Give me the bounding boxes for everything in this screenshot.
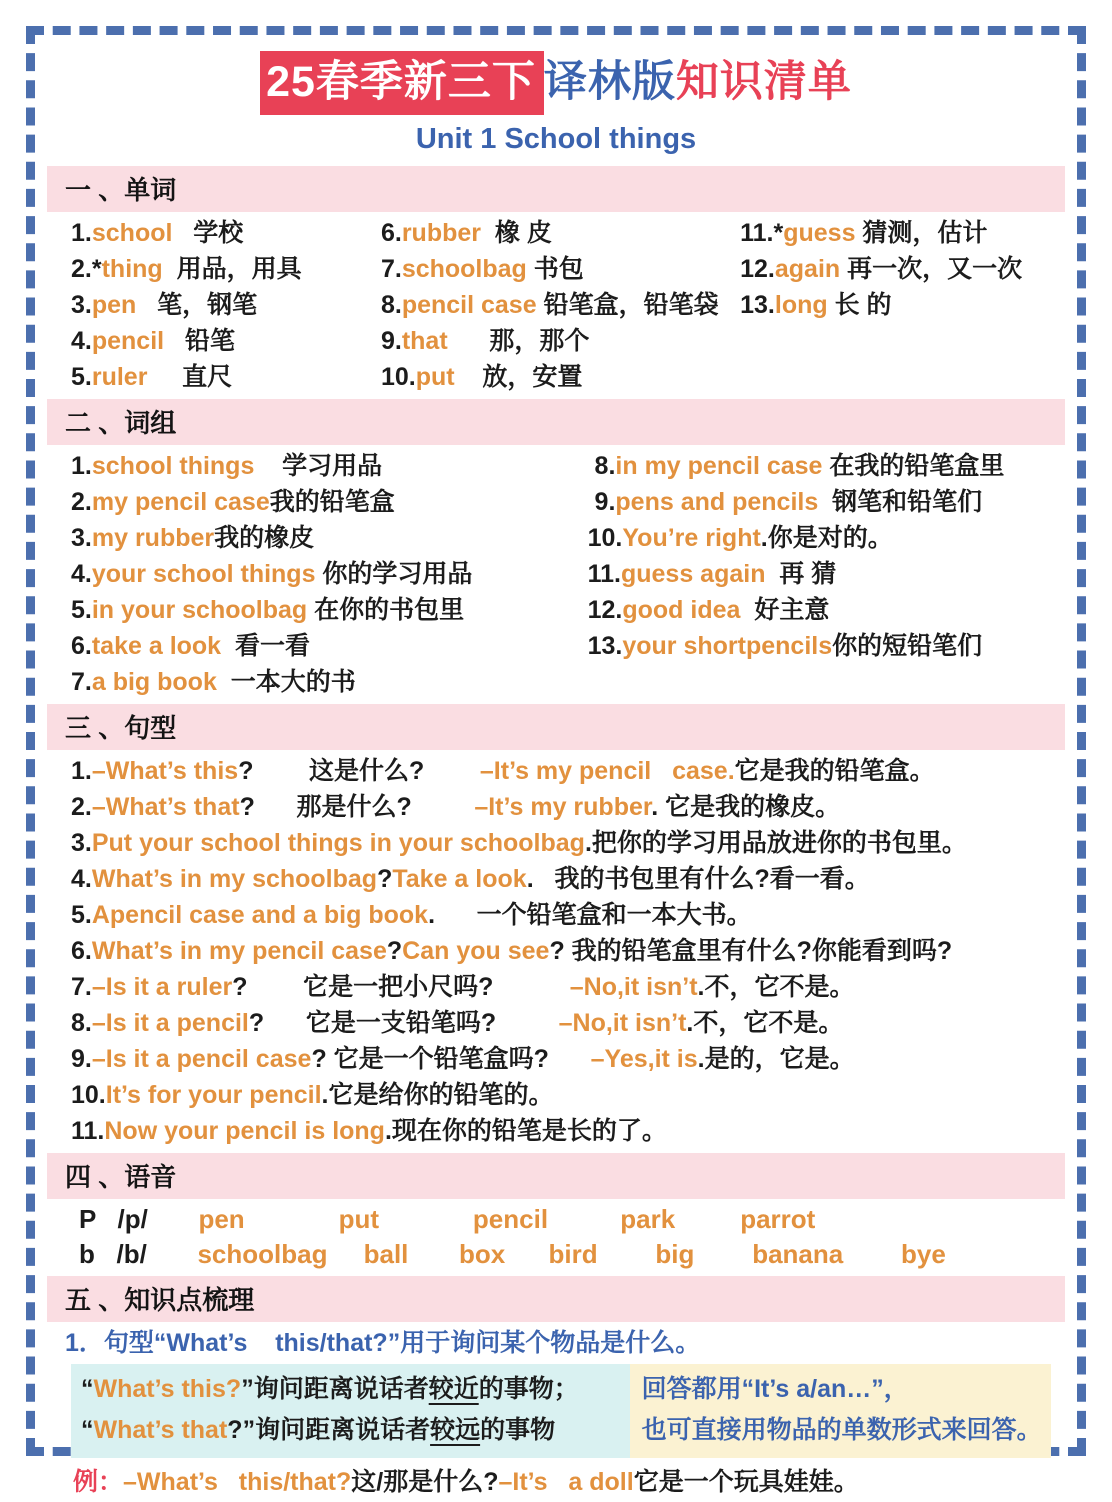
text-segment: ”询问距离说话者	[241, 1375, 429, 1403]
text-segment: Can you see	[402, 937, 550, 965]
phrase-item	[588, 484, 1055, 520]
phrase-item	[588, 664, 1055, 700]
worksheet-page	[26, 26, 1086, 1496]
text-segment: .是的，它是。	[697, 1045, 855, 1073]
text-segment: 它是一个玩具娃娃。	[633, 1468, 859, 1496]
text-segment: thing	[101, 255, 163, 283]
text-segment: 放，安置	[454, 363, 583, 391]
text-segment: .现在你的铅笔是长的了。	[384, 1117, 667, 1145]
text-segment: –Is it a ruler	[91, 973, 233, 1001]
word-item	[71, 287, 381, 323]
text-segment: school things	[91, 452, 255, 480]
text-segment: 8.	[380, 291, 402, 319]
text-segment: pen	[91, 291, 137, 319]
text-segment: –What’s this	[91, 757, 239, 785]
text-segment: 这是什么?	[253, 757, 425, 785]
title-suffix: 知识清单	[675, 58, 852, 106]
text-segment: 10.	[380, 363, 416, 391]
text-segment: ? 它是一个铅笔盒吗?	[311, 1045, 549, 1073]
text-segment: Take a look	[392, 865, 527, 893]
text-segment: 猜测，估计	[855, 219, 988, 247]
text-segment: . 一个铅笔盒和一本大书。	[428, 901, 752, 929]
text-segment: 1.	[71, 757, 92, 785]
text-segment: What’s this?	[93, 1375, 242, 1403]
text-segment: 13.	[740, 291, 775, 319]
text-segment: . 它是我的橡皮。	[651, 793, 841, 821]
text-segment: .你是对的。	[760, 524, 893, 552]
text-segment: 9.	[587, 488, 616, 516]
text-segment	[147, 1239, 198, 1269]
phrase-item	[71, 628, 588, 664]
text-segment: schoolbag ball box bird big banana bye	[197, 1239, 946, 1269]
text-segment: 好主意	[740, 596, 830, 624]
text-segment: 2.*	[71, 255, 102, 283]
text-segment: pen put pencil park parrot	[198, 1204, 816, 1234]
text-segment: You’re right	[622, 524, 761, 552]
text-segment: pens and pencils	[615, 488, 819, 516]
phrase-item	[588, 556, 1055, 592]
text-segment: guess	[783, 219, 856, 247]
text-segment: 你的学习用品	[315, 560, 473, 588]
text-segment: 橡 皮	[481, 219, 552, 247]
text-segment: 直尺	[147, 363, 233, 391]
text-segment: b	[79, 1239, 95, 1269]
text-segment: in your schoolbag	[91, 596, 308, 624]
knowledge-note-row	[71, 1364, 1051, 1458]
word-item	[381, 251, 740, 287]
text-segment: 我的铅笔盒	[269, 488, 395, 516]
text-segment: ?	[386, 937, 403, 965]
text-segment: 一本大的书	[216, 668, 356, 696]
text-segment: It’s for your pencil	[105, 1081, 322, 1109]
text-segment: Now your pencil is long	[104, 1117, 385, 1145]
text-segment: –It’s a doll	[498, 1468, 634, 1496]
text-segment: –It’s my rubber	[474, 793, 652, 821]
sentence-line	[57, 1041, 1055, 1077]
phrase-item	[588, 520, 1055, 556]
text-segment: 学校	[172, 219, 244, 247]
text-segment: ?”询问距离说话者	[227, 1416, 431, 1444]
text-segment: 书包	[526, 255, 584, 283]
word-item	[740, 215, 1055, 251]
text-segment: 10.	[71, 1081, 106, 1109]
text-segment	[496, 1009, 559, 1037]
title-edition: 译林版	[543, 58, 676, 106]
text-segment: 10.	[587, 524, 623, 552]
word-item	[71, 323, 381, 359]
text-segment: –Is it a pencil	[91, 1009, 249, 1037]
word-item	[71, 215, 381, 251]
sentence-line	[57, 933, 1055, 969]
text-segment: 6.	[380, 219, 402, 247]
text-segment: What’s that	[93, 1416, 228, 1444]
text-segment: –No,it isn’t	[569, 973, 698, 1001]
text-segment: 11.	[71, 1117, 105, 1145]
phonics-line	[57, 1237, 1055, 1272]
phrase-item	[71, 592, 588, 628]
text-segment: 3.	[71, 291, 92, 319]
word-item	[71, 251, 381, 287]
text-segment: /p/	[95, 1204, 148, 1234]
text-segment: ? 我的铅笔盒里有什么?你能看到吗?	[549, 937, 953, 965]
text-segment: 2.	[71, 488, 92, 516]
text-segment: 4.	[71, 327, 92, 355]
phonics-list	[57, 1202, 1055, 1272]
text-segment: 的事物	[480, 1416, 556, 1444]
text-segment: again	[774, 255, 841, 283]
text-segment: 看一看	[221, 632, 310, 660]
text-segment: that	[401, 327, 448, 355]
text-segment: 6.	[71, 937, 92, 965]
page-title	[57, 51, 1055, 115]
text-segment: your shortpencils	[622, 632, 833, 660]
word-item	[740, 251, 1055, 287]
text-segment: 3.	[71, 524, 92, 552]
text-segment: 7.	[71, 668, 92, 696]
text-segment: P	[79, 1204, 96, 1234]
text-segment: 那是什么?	[254, 793, 412, 821]
text-segment: .它是给你的铅笔的。	[321, 1081, 554, 1109]
text-segment: “	[81, 1416, 94, 1444]
note-box-near-far	[71, 1364, 630, 1458]
text-segment: ?	[239, 793, 255, 821]
text-segment: 长 的	[827, 291, 892, 319]
sentence-line	[57, 825, 1055, 861]
text-segment: 用品，用具	[162, 255, 302, 283]
text-segment: rubber	[401, 219, 481, 247]
text-segment: –Is it a pencil case	[91, 1045, 312, 1073]
sentence-line	[57, 1077, 1055, 1113]
text-segment: 12.	[587, 596, 623, 624]
text-segment: ?	[238, 757, 254, 785]
text-segment: 这/那是什么?	[351, 1468, 499, 1496]
section-header-phrases: 二 、词组	[47, 399, 1065, 445]
sentence-line	[57, 897, 1055, 933]
text-segment: 1．句型“What’s this/that?”用于询问某个物品是什么。	[65, 1329, 701, 1357]
text-segment: ?	[248, 1009, 265, 1037]
note-line	[81, 1369, 622, 1410]
text-segment: 9.	[71, 1045, 92, 1073]
text-segment: 7.	[71, 973, 92, 1001]
text-segment: 在我的铅笔盒里	[822, 452, 1005, 480]
text-segment: 7.	[380, 255, 402, 283]
text-segment: .把你的学习用品放进你的书包里。	[584, 829, 967, 857]
text-segment: 1.	[71, 452, 92, 480]
text-segment: 4.	[71, 865, 92, 893]
section-header-phonics: 四 、语音	[47, 1153, 1065, 1199]
text-segment: 它是一把小尺吗?	[247, 973, 494, 1001]
title-badge: 25春季新三下	[260, 51, 544, 115]
text-segment: 11.*	[740, 219, 784, 247]
note-line	[642, 1369, 1043, 1410]
note-line	[642, 1410, 1043, 1451]
text-segment: ?	[377, 865, 393, 893]
text-segment: 铅笔	[164, 327, 235, 355]
text-segment: .不，它不是。	[686, 1009, 844, 1037]
word-item	[740, 359, 1055, 395]
text-segment: 8.	[587, 452, 616, 480]
phrases-list	[57, 448, 1055, 700]
text-segment: 再 猜	[765, 560, 837, 588]
text-segment: –It’s my pencil case.	[479, 757, 735, 785]
text-segment: –No,it isn’t	[558, 1009, 687, 1037]
text-segment: /b/	[94, 1239, 147, 1269]
text-segment: 学习用品	[254, 452, 383, 480]
text-segment: 例：	[73, 1468, 124, 1496]
text-segment: 较近	[428, 1375, 479, 1403]
text-segment: 钢笔和铅笔们	[818, 488, 983, 516]
phonics-line	[57, 1202, 1055, 1237]
word-item	[381, 215, 740, 251]
word-item	[71, 359, 381, 395]
text-segment: Put your school things in your schoolbag	[91, 829, 585, 857]
section-header-sentences: 三 、句型	[47, 704, 1065, 750]
text-segment: What’s in my pencil case	[91, 937, 387, 965]
text-segment: 铅笔盒，铅笔袋	[536, 291, 719, 319]
text-segment: .不，它不是。	[697, 973, 855, 1001]
text-segment: 6.	[71, 632, 92, 660]
sentences-list	[57, 753, 1055, 1149]
phrase-item	[71, 556, 588, 592]
sentence-line	[57, 753, 1055, 789]
text-segment: put	[415, 363, 455, 391]
text-segment: pencil case	[401, 291, 537, 319]
phrase-item	[71, 664, 588, 700]
section-header-words: 一 、单词	[47, 166, 1065, 212]
text-segment: 在你的书包里	[307, 596, 465, 624]
text-segment: 11.	[587, 560, 621, 588]
words-list	[57, 215, 1055, 395]
text-segment: ?	[232, 973, 248, 1001]
unit-subtitle: Unit 1 School things	[415, 123, 697, 155]
sentence-line	[57, 1113, 1055, 1149]
text-segment: 你的短铅笔们	[832, 632, 983, 660]
text-segment: 5.	[71, 901, 92, 929]
text-segment: 回答都用“It’s a/an…”，	[641, 1375, 909, 1403]
sentence-line	[57, 1005, 1055, 1041]
text-segment: Apencil case and a big book	[91, 901, 429, 929]
text-segment: in my pencil case	[615, 452, 823, 480]
text-segment: a big book	[91, 668, 217, 696]
text-segment: 再一次，又一次	[840, 255, 1023, 283]
word-item	[740, 323, 1055, 359]
phrase-item	[71, 484, 588, 520]
text-segment	[549, 1045, 591, 1073]
knowledge-intro	[57, 1325, 1055, 1362]
text-segment: 它是一支铅笔吗?	[264, 1009, 497, 1037]
text-segment: 12.	[740, 255, 775, 283]
text-segment: 13.	[587, 632, 623, 660]
word-item	[381, 323, 740, 359]
text-segment: my pencil case	[91, 488, 270, 516]
text-segment: good idea	[622, 596, 741, 624]
text-segment: my rubber	[91, 524, 215, 552]
word-item	[740, 287, 1055, 323]
text-segment: 那，那个	[447, 327, 590, 355]
note-box-answer	[630, 1364, 1051, 1458]
text-segment	[424, 757, 480, 785]
text-segment	[493, 973, 569, 1001]
text-segment: –What’s this/that?	[123, 1468, 352, 1496]
text-segment: . 我的书包里有什么?看一看。	[526, 865, 870, 893]
text-segment: 较远	[430, 1416, 481, 1444]
text-segment: 5.	[71, 363, 92, 391]
word-item	[381, 359, 740, 395]
section-header-knowledge: 五 、知识点梳理	[47, 1276, 1065, 1322]
phrase-item	[588, 592, 1055, 628]
text-segment: your school things	[91, 560, 316, 588]
text-segment: schoolbag	[401, 255, 527, 283]
text-segment: 1.	[71, 219, 92, 247]
text-segment: school	[91, 219, 173, 247]
sentence-line	[57, 789, 1055, 825]
text-segment: ruler	[91, 363, 148, 391]
text-segment: –What’s that	[91, 793, 240, 821]
knowledge-example	[57, 1462, 1055, 1502]
phrase-item	[71, 520, 588, 556]
sentence-line	[57, 969, 1055, 1005]
note-line	[81, 1410, 622, 1451]
text-segment: 也可直接用物品的单数形式来回答。	[641, 1416, 1042, 1444]
sentence-line	[57, 861, 1055, 897]
text-segment: guess again	[620, 560, 766, 588]
text-segment: –Yes,it is	[590, 1045, 698, 1073]
text-segment	[412, 793, 475, 821]
text-segment: 的事物；	[478, 1375, 579, 1403]
text-segment: 4.	[71, 560, 92, 588]
text-segment: long	[774, 291, 828, 319]
text-segment: 9.	[380, 327, 402, 355]
text-segment: pencil	[91, 327, 165, 355]
text-segment: What’s in my schoolbag	[91, 865, 378, 893]
word-item	[381, 287, 740, 323]
text-segment: 它是我的铅笔盒。	[734, 757, 935, 785]
phrase-item	[588, 448, 1055, 484]
phrase-item	[71, 448, 588, 484]
text-segment: 8.	[71, 1009, 92, 1037]
text-segment: take a look	[91, 632, 222, 660]
text-segment: 5.	[71, 596, 92, 624]
text-segment: 我的橡皮	[214, 524, 315, 552]
text-segment: 2.	[71, 793, 92, 821]
text-segment: “	[81, 1375, 94, 1403]
text-segment	[148, 1204, 199, 1234]
text-segment: 笔，钢笔	[136, 291, 258, 319]
text-segment: 3.	[71, 829, 92, 857]
phrase-item	[588, 628, 1055, 664]
